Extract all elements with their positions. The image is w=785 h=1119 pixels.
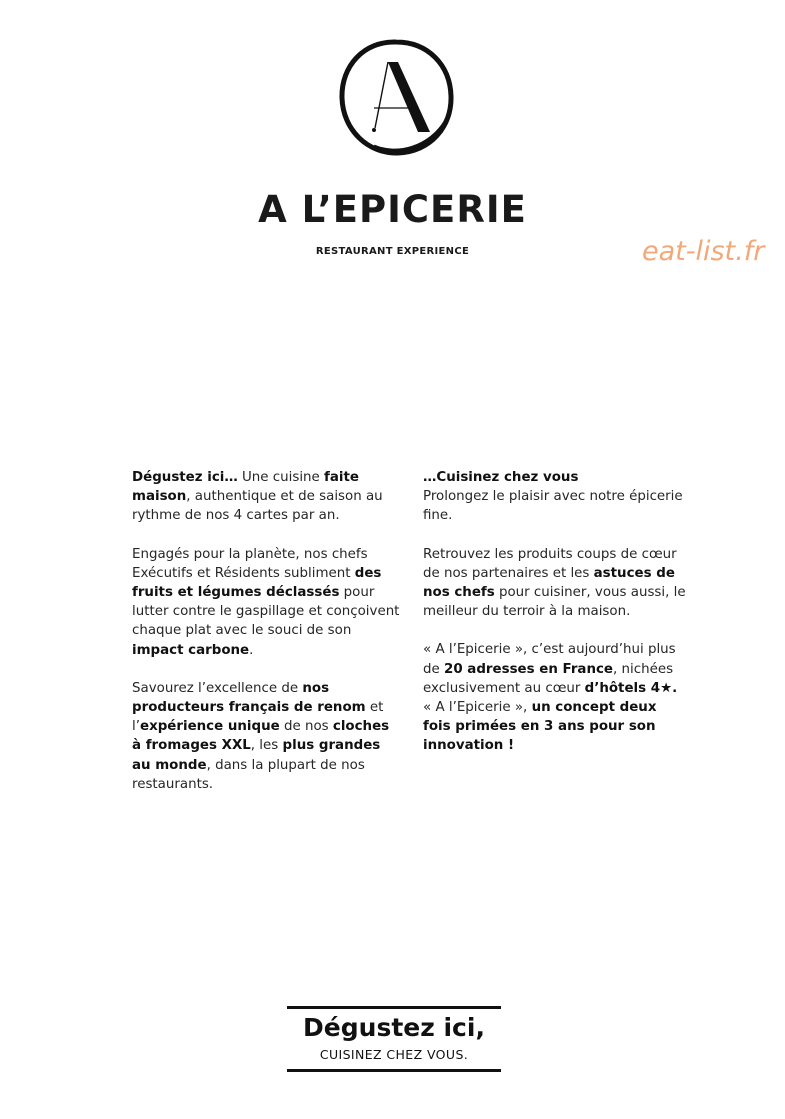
right-column [423, 468, 688, 775]
text-run: « A l’Epicerie », c’est aujourd’hui plus de [423, 642, 676, 677]
text-run: 20 adresses en France [444, 661, 614, 677]
text-run: , nichées exclusivement au cœur [423, 661, 674, 696]
tagline: RESTAURANT EXPERIENCE [315, 246, 470, 257]
left-paragraph-1 [132, 468, 400, 526]
text-run: impact carbone [132, 642, 250, 658]
brand-name: A L’EPICERIE [258, 188, 527, 231]
text-run: Savourez l’excellence de [132, 680, 303, 696]
right-paragraph-2 [423, 545, 688, 622]
text-run: Une cuisine [237, 470, 325, 485]
footer-line-1: Dégustez ici, [303, 1013, 485, 1042]
text-run: Retrouvez les produits coups de cœur de nos partenaires et les [423, 546, 677, 581]
text-run: plus grandes au monde [132, 738, 381, 773]
text-run: Engagés pour la planète, nos chefs Exécutifs et Résidents subliment [132, 546, 368, 581]
left-paragraph-2 [132, 545, 400, 660]
right-paragraph-1-title: …Cuisinez chez vous [423, 470, 579, 485]
right-paragraph-1 [423, 468, 688, 526]
footer-line-2: CUISINEZ CHEZ VOUS. [319, 1047, 469, 1062]
text-run: , authentique et de saison au rythme de nos 4 cartes par an. [132, 489, 383, 524]
text-run: astuces de nos chefs [423, 565, 675, 601]
right-paragraph-3b [423, 700, 656, 753]
a-monogram-logo-icon [334, 36, 458, 160]
text-run: « A l’Epicerie », [423, 700, 532, 716]
left-column [132, 468, 400, 813]
text-run: . [249, 642, 254, 658]
text-run: des fruits et légumes déclassés [132, 565, 382, 601]
right-paragraph-3 [423, 640, 688, 755]
text-run: faite maison [132, 470, 359, 505]
text-run: un concept deux fois primées en 3 ans pour son innovation ! [423, 700, 657, 754]
text-run: nos producteurs français de renom [132, 680, 366, 716]
text-run: expérience unique [139, 719, 280, 735]
right-paragraph-3a [423, 642, 677, 695]
text-run: d’hôtels 4★. [584, 680, 678, 696]
left-paragraph-3 [132, 679, 400, 794]
right-paragraph-1-body: Prolongez le plaisir avec notre épicerie fine. [423, 489, 683, 524]
text-run: , les [250, 738, 283, 754]
text-run: pour lutter contre le gaspillage et conçoivent chaque plat avec le souci de son [132, 585, 400, 639]
text-run: de nos [279, 719, 333, 735]
footer-slogan [287, 1006, 501, 1072]
text-run: Dégustez ici… [132, 470, 238, 485]
watermark: eat-list.fr [642, 236, 765, 267]
text-run: cloches à fromages XXL [132, 719, 390, 754]
text-run: et l’ [132, 700, 384, 735]
text-run: pour cuisiner, vous aussi, le meilleur du terroir à la maison. [423, 585, 686, 620]
text-run: , dans la plupart de nos restaurants. [132, 757, 365, 792]
